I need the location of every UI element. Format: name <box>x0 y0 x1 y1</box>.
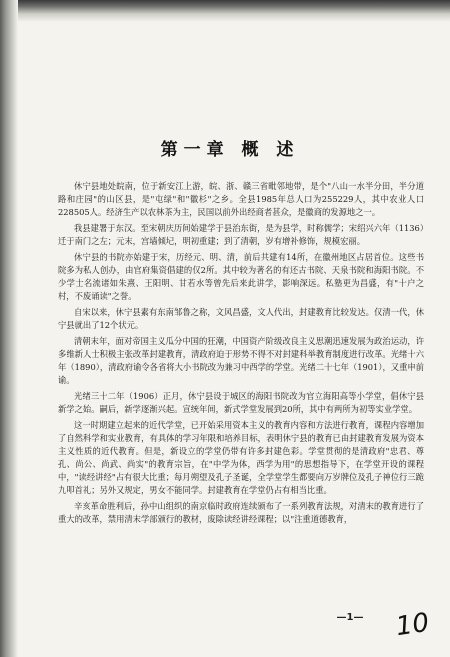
paragraph: 休宁县的书院亦始建于宋，历经元、明、清，前后共建有14所，在徽州地区占居首位。这些书院多为私人创办，由官府集资倡建的仅2所。其中较为著名的有还古书院、天泉书院和海阳书院。不少学士名流诸如朱熹、王阳明、甘若水等曾先后来此讲学，影响深远。私塾更为昌盛，有"十户之村，不废诵读"之誉。 <box>58 252 424 301</box>
scan-shadow-left <box>0 0 18 657</box>
paragraph: 清朝末年，面对帝国主义瓜分中国的狂潮，中国资产阶级改良主义思潮迅速发展为政治运动，许多维新人士积极主张改革封建教育，清政府迫于形势不得不对封建科举教育制度进行改革。光绪十六年（1890），清政府谕令各省将大小书院改为兼习中西学的学堂。光绪二十七年（1901），又重申前谕。 <box>58 336 424 385</box>
page-number: —1— <box>336 612 364 623</box>
scan-shadow-top <box>0 0 450 22</box>
paragraph: 光绪三十二年（1906）正月，休宁县设于城区的海阳书院改为官立海阳高等小学堂，倡休宁县新学之始。嗣后，新学逐渐兴起。宣统年间，新式学堂发展到20所，其中有两所为初等实业学堂。 <box>58 391 424 414</box>
paragraph: 辛亥革命胜利后，孙中山组织的南京临时政府连续颁布了一系列教育法规，对清末的教育进行了重大的改革，禁用清末学部颁行的教材，废除读经讲经课程；以"注重道德教育， <box>58 501 424 524</box>
paragraph: 自宋以来，休宁县素有东南邹鲁之称，文风昌盛，文人代出，封建教育比较发达。仅清一代，休宁县就出了12个状元。 <box>58 307 424 330</box>
page-footer <box>320 610 380 630</box>
paragraph: 这一时期建立起来的近代学堂，已开始采用资本主义的教育内容和方法进行教育，课程内容增加了自然科学和实业教育，有具体的学习年限和培养目标，表明休宁县的教育已由封建教育发展为资本主义性质的近代教育。但是，新设立的学堂仍带有许多封建色彩。学堂贯彻的是清政府"忠君、尊孔、尚公、尚武、尚实"的教育宗旨，在"中学为体，西学为用"的思想指导下，在学堂开设的课程中，"读经讲经"占有很大比重；每月朔望及孔子圣诞，全学堂学生都要向万岁牌位及孔子神位行三跪九叩首礼；另外又规定，男女不能同学。封建教育在学堂仍占有相当比重。 <box>58 420 424 495</box>
handwritten-page-mark: 10 <box>394 607 432 643</box>
body-text <box>58 180 424 529</box>
paragraph: 休宁县地处皖南，位于新安江上游，皖、浙、赣三省毗邻地带，是个"八山一水半分田，半分道路和庄园"的山区县，是"屯绿"和"徽杉"之乡。全县1985年总人口为255229人，其中农业人口228505人。经济生产以农林茶为主，民国以前外出经商者甚众，是徽商的发源地之一。 <box>58 181 424 217</box>
chapter-title: 第一章 概 述 <box>160 140 300 160</box>
document-page <box>20 22 440 652</box>
paragraph: 我县建署于东汉。至宋朝庆历间始建学于县治东街，是为县学，时称儒学；宋绍兴六年（1136）迁于南门之左；元末，宫墙倾圮，明初重建；到了清朝，岁有增补修饰，规模宏丽。 <box>58 223 424 246</box>
